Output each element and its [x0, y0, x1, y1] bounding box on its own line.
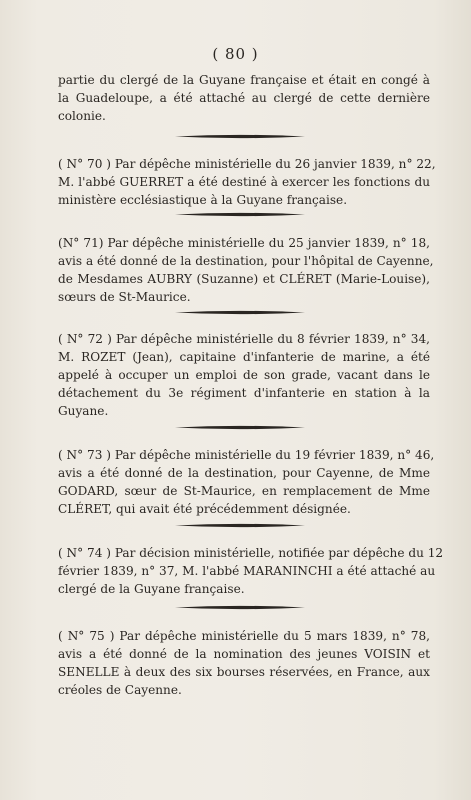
section-divider	[175, 523, 305, 528]
entry-75	[58, 627, 430, 699]
text-line: ( N° 70 ) Par dépêche ministérielle du 26 janvier 1839, n° 22,	[58, 157, 436, 171]
text-line: avis a été donné de la nomination des jeunes VOISIN et	[58, 647, 430, 661]
text-line: appelé à occuper un emploi de son grade, vacant dans le	[58, 368, 430, 382]
text-line: GODARD, sœur de St-Maurice, en remplacement de Mme	[58, 484, 430, 498]
text-line: partie du clergé de la Guyane française et était en congé à	[58, 73, 430, 87]
section-divider	[175, 605, 305, 610]
entry-73	[58, 446, 435, 518]
text-line: ( N° 74 ) Par décision ministérielle, notifiée par dépêche du 12	[58, 546, 444, 560]
text-line: colonie.	[58, 109, 106, 123]
intro-paragraph	[58, 71, 430, 125]
text-line: (N° 71) Par dépêche ministérielle du 25 janvier 1839, n° 18,	[58, 236, 430, 250]
text-line: avis a été donné de la destination, pour Cayenne, de Mme	[58, 466, 430, 480]
section-divider	[175, 212, 305, 217]
text-line: CLÉRET, qui avait été précédemment désignée.	[58, 502, 351, 516]
text-line: avis a été donné de la destination, pour l'hôpital de Cayenne,	[58, 254, 434, 268]
text-line: M. ROZET (Jean), capitaine d'infanterie de marine, a été	[58, 350, 430, 364]
section-divider	[175, 425, 305, 430]
section-divider	[175, 310, 305, 315]
page-number: ( 80 )	[212, 45, 259, 63]
section-divider	[175, 134, 305, 139]
text-line: ministère ecclésiastique à la Guyane française.	[58, 193, 348, 207]
text-line: SENELLE à deux des six bourses réservées, en France, aux	[58, 665, 430, 679]
text-line: détachement du 3e régiment d'infanterie en station à la	[58, 386, 430, 400]
text-line: ( N° 72 ) Par dépêche ministérielle du 8 février 1839, n° 34,	[58, 332, 430, 346]
entry-72	[58, 330, 430, 420]
text-line: la Guadeloupe, a été attaché au clergé de cette dernière	[58, 91, 430, 105]
text-line: ( N° 73 ) Par dépêche ministérielle du 19 février 1839, n° 46,	[58, 448, 435, 462]
text-line: créoles de Cayenne.	[58, 683, 182, 697]
text-line: sœurs de St-Maurice.	[58, 290, 191, 304]
text-line: M. l'abbé GUERRET a été destiné à exercer les fonctions du	[58, 175, 430, 189]
text-line: clergé de la Guyane française.	[58, 582, 245, 596]
text-line: Guyane.	[58, 404, 109, 418]
entry-71	[58, 234, 434, 306]
entry-74	[58, 544, 444, 598]
text-line: ( N° 75 ) Par dépêche ministérielle du 5 mars 1839, n° 78,	[58, 629, 430, 643]
text-line: février 1839, n° 37, M. l'abbé MARANINCHI a été attaché au	[58, 564, 436, 578]
entry-70	[58, 155, 436, 209]
text-line: de Mesdames AUBRY (Suzanne) et CLÉRET (Marie-Louise),	[58, 272, 430, 286]
